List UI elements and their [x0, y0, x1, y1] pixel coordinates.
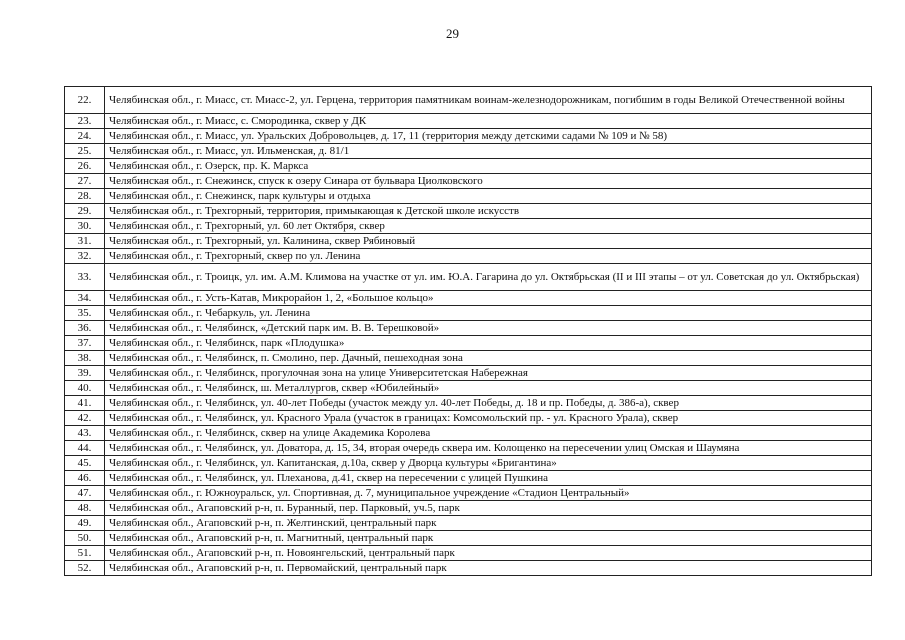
row-number: 38. — [65, 351, 105, 366]
row-number: 29. — [65, 204, 105, 219]
row-address: Челябинская обл., г. Челябинск, ул. Доватора, д. 15, 34, вторая очередь сквера им. Колощенко на пересечении улиц Омская и Шаумяна — [105, 441, 872, 456]
row-number: 41. — [65, 396, 105, 411]
row-number: 51. — [65, 546, 105, 561]
row-number: 47. — [65, 486, 105, 501]
row-number: 45. — [65, 456, 105, 471]
row-address: Челябинская обл., г. Челябинск, п. Смолино, пер. Дачный, пешеходная зона — [105, 351, 872, 366]
row-number: 28. — [65, 189, 105, 204]
table-row — [65, 291, 872, 306]
row-number: 36. — [65, 321, 105, 336]
row-number: 40. — [65, 381, 105, 396]
table-row — [65, 249, 872, 264]
table-row — [65, 516, 872, 531]
row-address: Челябинская обл., г. Озерск, пр. К. Маркса — [105, 159, 872, 174]
table-row — [65, 321, 872, 336]
table-row — [65, 189, 872, 204]
locations-table — [64, 86, 872, 576]
row-number: 46. — [65, 471, 105, 486]
row-number: 30. — [65, 219, 105, 234]
row-address: Челябинская обл., г. Трехгорный, ул. 60 лет Октября, сквер — [105, 219, 872, 234]
row-number: 34. — [65, 291, 105, 306]
table-row — [65, 264, 872, 291]
row-address: Челябинская обл., Агаповский р-н, п. Первомайский, центральный парк — [105, 561, 872, 576]
row-address: Челябинская обл., Агаповский р-н, п. Новоянгельский, центральный парк — [105, 546, 872, 561]
row-number: 33. — [65, 264, 105, 291]
table-row — [65, 306, 872, 321]
row-address: Челябинская обл., г. Челябинск, парк «Плодушка» — [105, 336, 872, 351]
row-address: Челябинская обл., г. Трехгорный, сквер по ул. Ленина — [105, 249, 872, 264]
row-number: 52. — [65, 561, 105, 576]
row-number: 44. — [65, 441, 105, 456]
row-address: Челябинская обл., г. Чебаркуль, ул. Ленина — [105, 306, 872, 321]
row-address: Челябинская обл., г. Миасс, ул. Уральских Добровольцев, д. 17, 11 (территория между детскими садами № 109 и № 58) — [105, 129, 872, 144]
row-number: 50. — [65, 531, 105, 546]
row-number: 23. — [65, 114, 105, 129]
row-address: Челябинская обл., Агаповский р-н, п. Магнитный, центральный парк — [105, 531, 872, 546]
row-address: Челябинская обл., г. Трехгорный, ул. Калинина, сквер Рябиновый — [105, 234, 872, 249]
row-address: Челябинская обл., г. Южноуральск, ул. Спортивная, д. 7, муниципальное учреждение «Стадион Центральный» — [105, 486, 872, 501]
row-number: 35. — [65, 306, 105, 321]
table-row — [65, 471, 872, 486]
table-row — [65, 174, 872, 189]
row-number: 22. — [65, 87, 105, 114]
row-address: Челябинская обл., г. Челябинск, ш. Металлургов, сквер «Юбилейный» — [105, 381, 872, 396]
row-number: 37. — [65, 336, 105, 351]
table-row — [65, 396, 872, 411]
row-address: Челябинская обл., г. Снежинск, спуск к озеру Синара от бульвара Циолковского — [105, 174, 872, 189]
table-row — [65, 486, 872, 501]
row-number: 26. — [65, 159, 105, 174]
table-row — [65, 114, 872, 129]
table-row — [65, 531, 872, 546]
table-row — [65, 234, 872, 249]
row-address: Челябинская обл., г. Миасс, ул. Ильменская, д. 81/1 — [105, 144, 872, 159]
row-address: Челябинская обл., г. Челябинск, «Детский парк им. В. В. Терешковой» — [105, 321, 872, 336]
table-row — [65, 336, 872, 351]
row-address: Челябинская обл., г. Снежинск, парк культуры и отдыха — [105, 189, 872, 204]
row-address: Челябинская обл., г. Троицк, ул. им. А.М. Климова на участке от ул. им. Ю.А. Гагарина до ул. Октябрьская (II и III этапы – от ул. Советская до ул. Октябрьская) — [105, 264, 872, 291]
row-address: Челябинская обл., г. Миасс, ст. Миасс-2, ул. Герцена, территория памятникам воинам-железнодорожникам, погибшим в годы Великой Отечественной войны — [105, 87, 872, 114]
row-number: 24. — [65, 129, 105, 144]
page-number: 29 — [446, 26, 459, 41]
table-row — [65, 546, 872, 561]
table-row — [65, 411, 872, 426]
row-number: 43. — [65, 426, 105, 441]
row-address: Челябинская обл., г. Трехгорный, территория, примыкающая к Детской школе искусств — [105, 204, 872, 219]
row-address: Челябинская обл., Агаповский р-н, п. Желтинский, центральный парк — [105, 516, 872, 531]
table-row — [65, 87, 872, 114]
row-number: 49. — [65, 516, 105, 531]
row-address: Челябинская обл., г. Челябинск, прогулочная зона на улице Университетская Набережная — [105, 366, 872, 381]
row-address: Челябинская обл., г. Челябинск, ул. 40-лет Победы (участок между ул. 40-лет Победы, д. 18 и пр. Победы, д. 386-а), сквер — [105, 396, 872, 411]
row-address: Челябинская обл., г. Челябинск, ул. Красного Урала (участок в границах: Комсомольский пр. - ул. Красного Урала), сквер — [105, 411, 872, 426]
table-row — [65, 204, 872, 219]
row-number: 31. — [65, 234, 105, 249]
table-row — [65, 159, 872, 174]
table-row — [65, 129, 872, 144]
table-row — [65, 219, 872, 234]
row-number: 32. — [65, 249, 105, 264]
table-row — [65, 366, 872, 381]
row-number: 25. — [65, 144, 105, 159]
table-row — [65, 381, 872, 396]
row-number: 39. — [65, 366, 105, 381]
table-row — [65, 351, 872, 366]
table-row — [65, 501, 872, 516]
row-address: Челябинская обл., г. Миасс, с. Смородинка, сквер у ДК — [105, 114, 872, 129]
row-address: Челябинская обл., г. Усть-Катав, Микрорайон 1, 2, «Большое кольцо» — [105, 291, 872, 306]
table-row — [65, 561, 872, 576]
row-number: 48. — [65, 501, 105, 516]
row-number: 27. — [65, 174, 105, 189]
row-address: Челябинская обл., Агаповский р-н, п. Буранный, пер. Парковый, уч.5, парк — [105, 501, 872, 516]
table-row — [65, 144, 872, 159]
table-row — [65, 426, 872, 441]
row-address: Челябинская обл., г. Челябинск, ул. Капитанская, д.10а, сквер у Дворца культуры «Бригантина» — [105, 456, 872, 471]
row-address: Челябинская обл., г. Челябинск, ул. Плеханова, д.41, сквер на пересечении с улицей Пушкина — [105, 471, 872, 486]
table-row — [65, 441, 872, 456]
row-address: Челябинская обл., г. Челябинск, сквер на улице Академика Королева — [105, 426, 872, 441]
table-row — [65, 456, 872, 471]
row-number: 42. — [65, 411, 105, 426]
